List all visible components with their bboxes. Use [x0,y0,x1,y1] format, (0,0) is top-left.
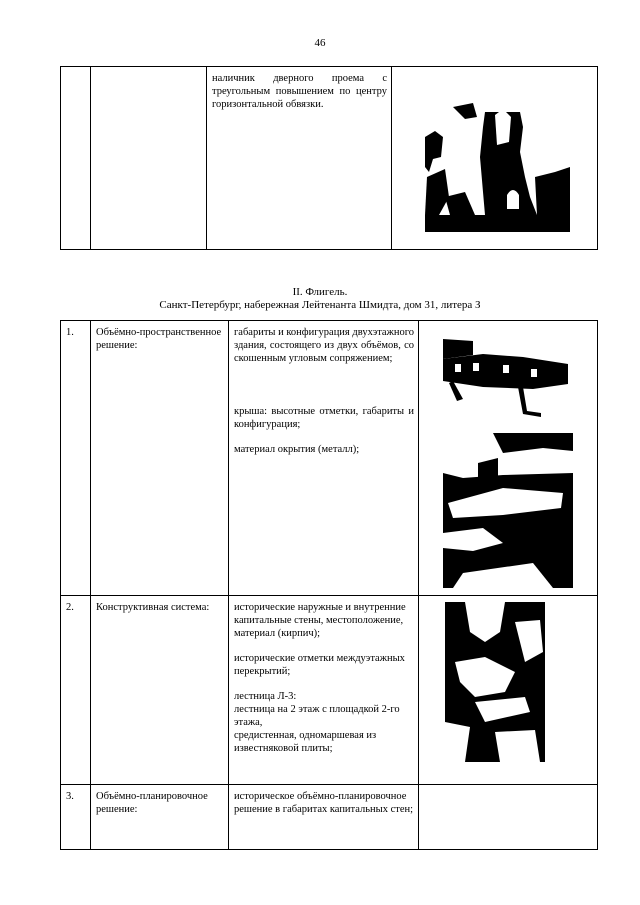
row-items [229,785,419,850]
protected-features-table [60,320,598,850]
number-cell [61,67,91,250]
row-photos [419,596,598,785]
row-photos [419,321,598,596]
staircase-photo [445,602,545,762]
table-row [61,785,598,850]
section-title: II. Флигель. [292,286,348,298]
table-row [61,321,598,596]
row-category: Конструктивная система: [91,596,229,785]
row-category: Объёмно-планировочное решение: [91,785,229,850]
list-item: габариты и конфигурация двухэтажного здания, состоящего из двух объёмов, со скошенным угловым сопряжением; [234,327,414,364]
door-frame-photo [425,97,570,232]
roof-photo [443,433,573,588]
list-item: средистенная, одномаршевая из известняковой плиты; [234,730,377,754]
row-photos [419,785,598,850]
list-item: исторические наружные и внутренние капитальные стены, местоположение, материал (кирпич); [234,602,406,639]
category-cell [91,67,207,250]
door-frame-description: наличник дверного проема с треугольным повышением по центру горизонтальной обвязки. [212,73,387,110]
row-number: 2. [61,596,91,785]
continuation-table [60,66,598,250]
list-item: лестница Л-3: [234,691,297,702]
row-number: 3. [61,785,91,850]
list-item: лестница на 2 этаж с площадкой 2-го этажа, [234,704,400,728]
row-items [229,321,419,596]
list-item: историческое объёмно-планировочное решение в габаритах капитальных стен; [234,791,414,815]
list-item: материал окрытия (металл); [234,444,360,455]
row-category: Объёмно-пространственное решение: [91,321,229,596]
list-item: исторические отметки междуэтажных перекрытий; [234,653,405,677]
photo-cell [392,67,598,250]
page-number: 46 [314,37,326,49]
list-item: крыша: высотные отметки, габариты и конфигурация; [234,406,414,430]
section-address: Санкт-Петербург, набережная Лейтенанта Шмидта, дом 31, литера З [159,299,481,311]
table-row [61,596,598,785]
row-number: 1. [61,321,91,596]
facade-photo [443,329,573,419]
description-cell [207,67,392,250]
row-items [229,596,419,785]
